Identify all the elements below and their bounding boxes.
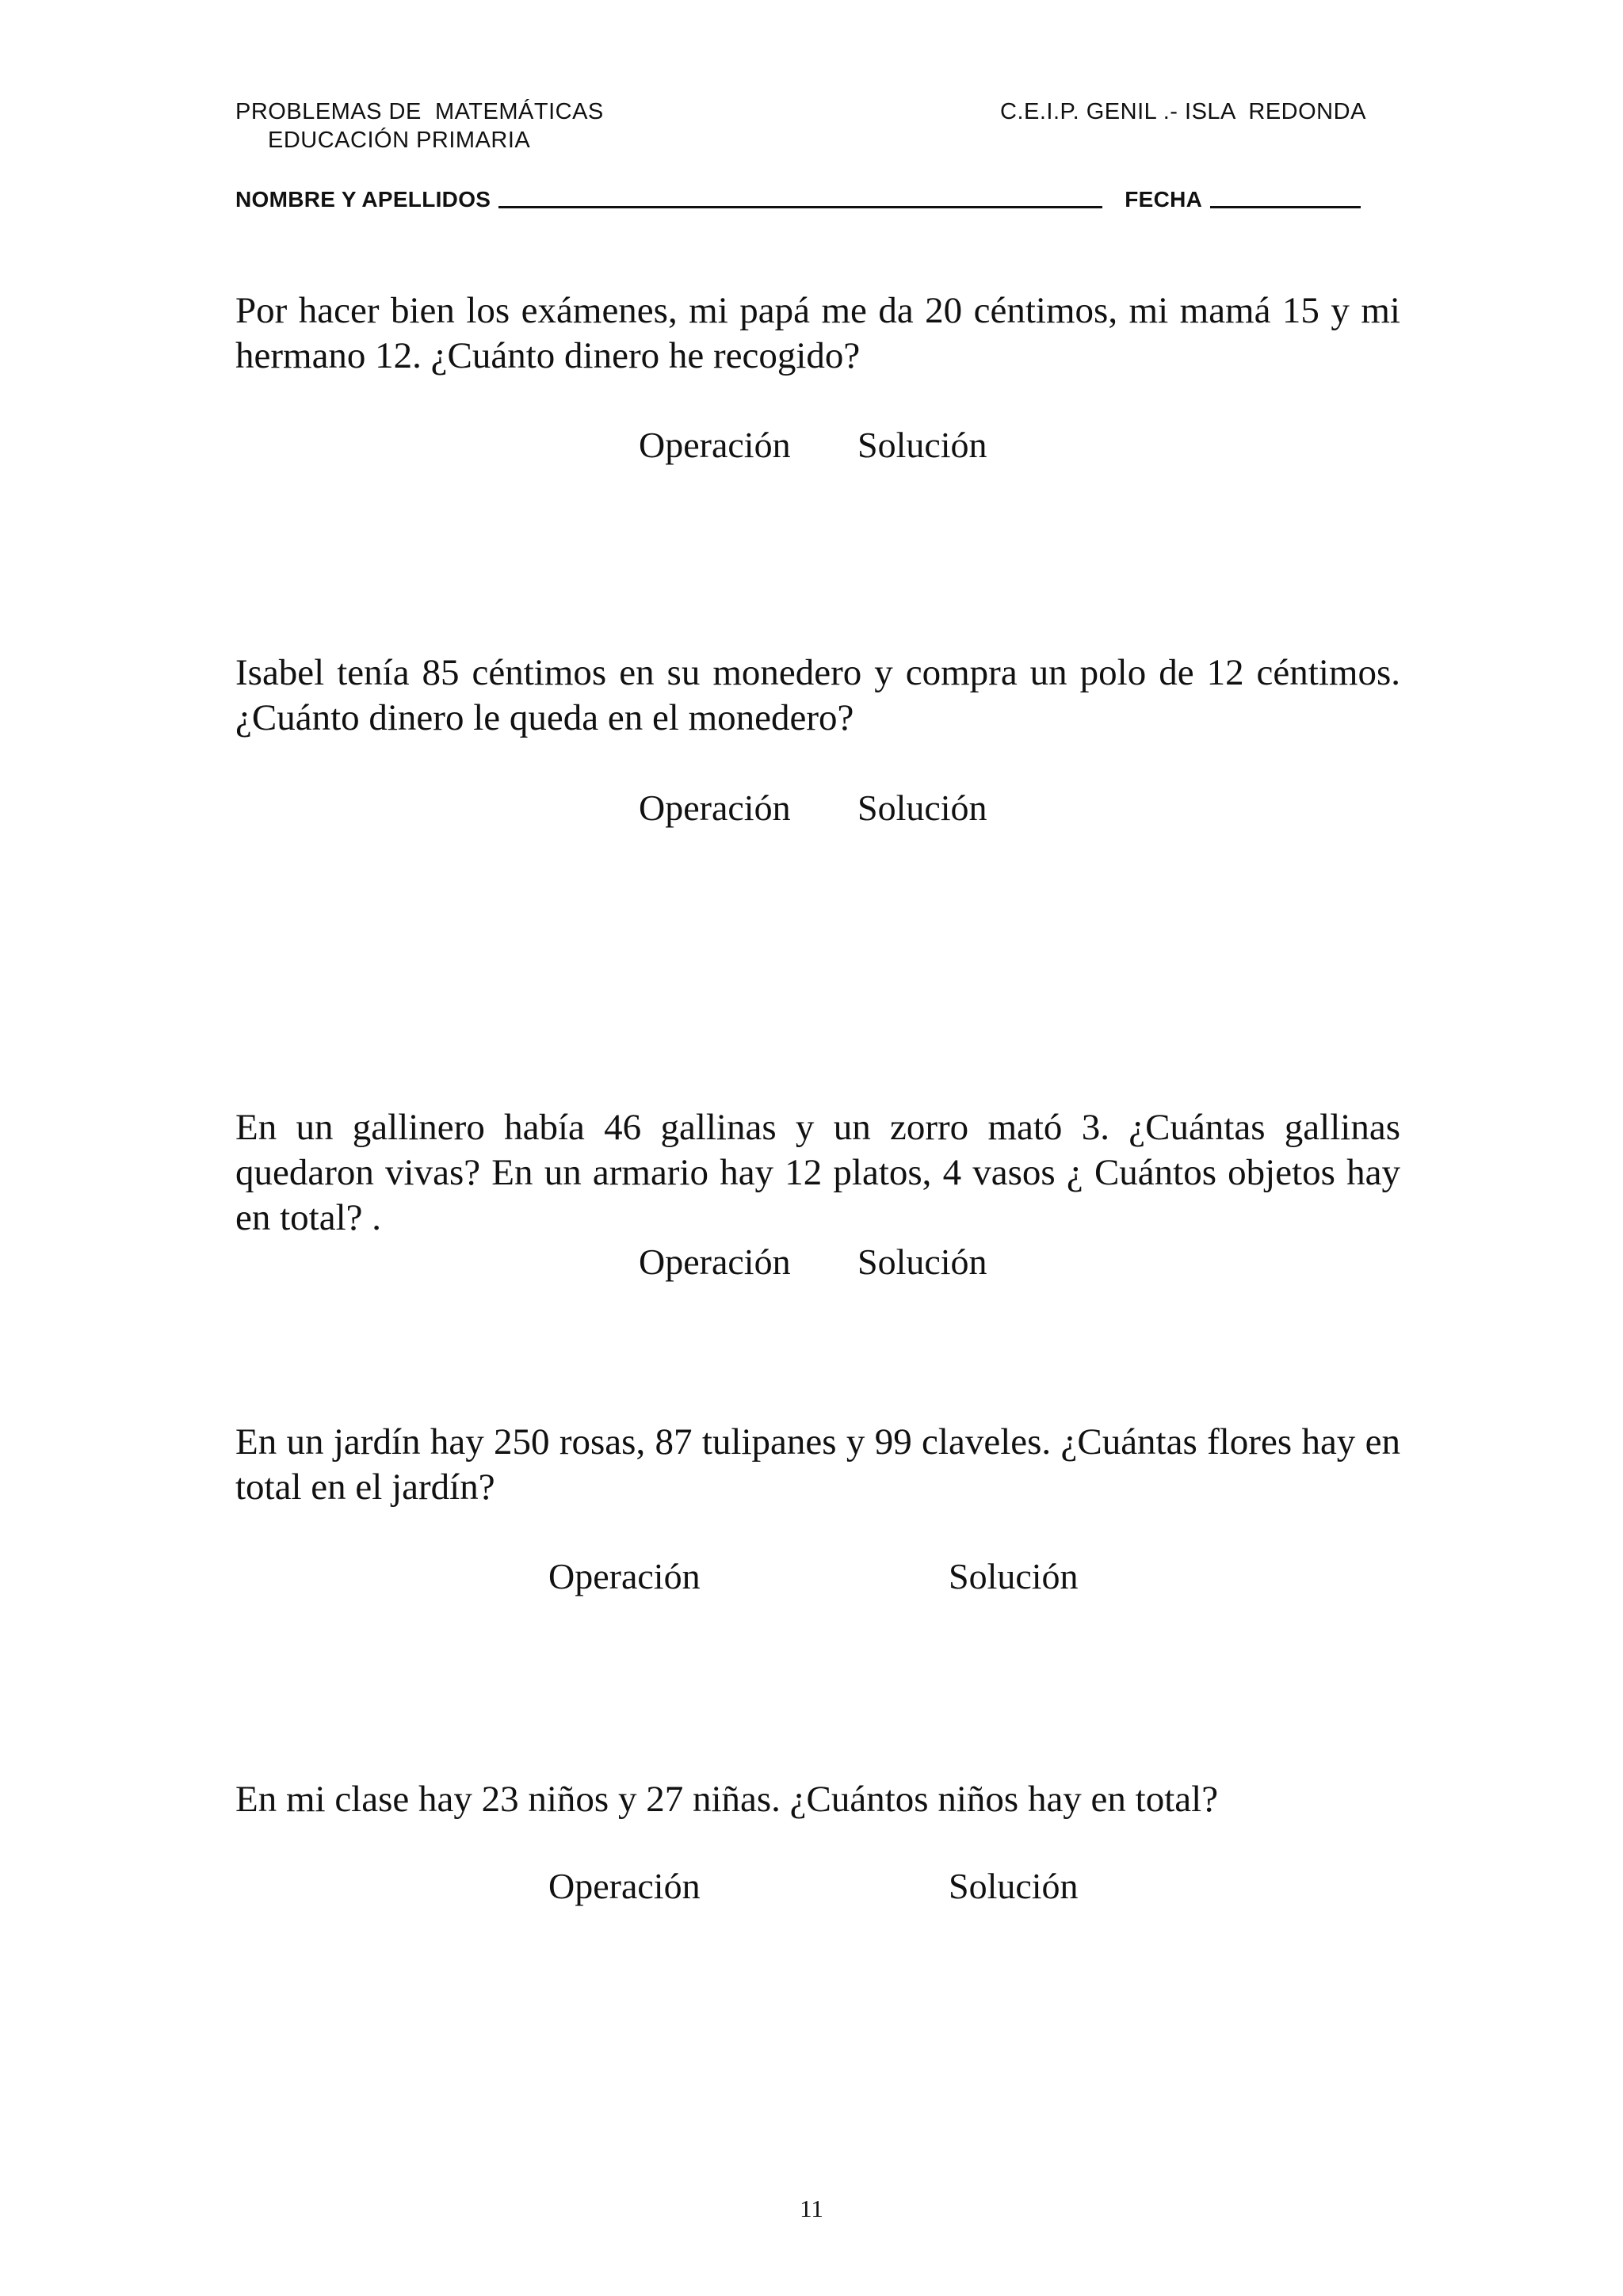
problem-4-operation-label: Operación (548, 1556, 701, 1596)
page-number: 11 (800, 2195, 823, 2222)
name-label: NOMBRE Y APELLIDOS (235, 187, 491, 212)
problem-1-text: Por hacer bien los exámenes, mi papá me da 20 céntimos, mi mamá 15 y mi hermano 12. ¿Cuánto dinero he recogido? (235, 290, 1400, 376)
problem-5-operation-label: Operación (548, 1866, 701, 1906)
date-field[interactable] (1210, 182, 1361, 208)
problem-2-text: Isabel tenía 85 céntimos en su monedero y compra un polo de 12 céntimos. ¿Cuánto dinero le queda en el monedero? (235, 652, 1400, 738)
school-name: C.E.I.P. GENIL .- ISLA REDONDA (1000, 99, 1366, 124)
date-label: FECHA (1125, 187, 1203, 212)
worksheet-subtitle: EDUCACIÓN PRIMARIA (268, 128, 531, 153)
student-info-row (235, 181, 1400, 213)
problem-5-solution-label: Solución (949, 1866, 1079, 1906)
problem-3-solution-label: Solución (857, 1241, 987, 1282)
problem-1-solution-label: Solución (857, 425, 987, 465)
problem-3-text: En un gallinero había 46 gallinas y un zorro mató 3. ¿Cuántas gallinas quedaron vivas? En un armario hay 12 platos, 4 vasos ¿ Cuántos objetos hay en total? . (235, 1107, 1400, 1238)
problem-2-operation-label: Operación (639, 788, 791, 828)
worksheet-title: PROBLEMAS DE MATEMÁTICAS (235, 99, 604, 124)
problem-3-operation-label: Operación (639, 1241, 791, 1282)
problem-5-text: En mi clase hay 23 niños y 27 niñas. ¿Cuántos niños hay en total? (235, 1779, 1219, 1820)
name-field[interactable] (498, 182, 1102, 208)
problem-2-solution-label: Solución (857, 788, 987, 828)
problem-1-operation-label: Operación (639, 425, 791, 465)
problem-4-text: En un jardín hay 250 rosas, 87 tulipanes y 99 claveles. ¿Cuántas flores hay en total en el jardín? (235, 1421, 1400, 1508)
problem-4-solution-label: Solución (949, 1556, 1079, 1596)
